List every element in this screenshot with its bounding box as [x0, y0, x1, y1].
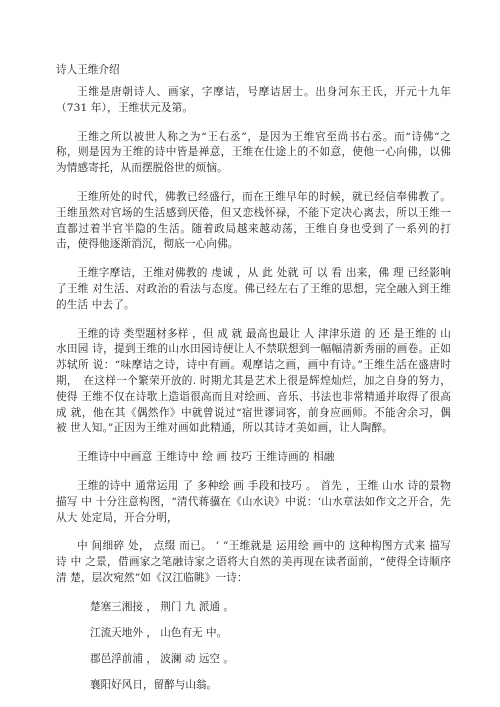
paragraph-composition-cont: 中 间细碎 处， 点缀 而已。 ’ ”王维就是 运用绘 画中的 这种构图方式来 描写 诗 中 之景，借画家之笔融诗家之语将大自然的美再现在读者面前，“使得全诗顺序清 楚，层次宛然”如《汉江临眺》一诗：	[56, 540, 451, 584]
paragraph-landscape-poetry: 王维的诗 类型题材多样 ，但 成 就 最高也最让 人 津津乐道 的 还 是王维的 山水田园 诗，提到王维的山水田园诗便让人不禁联想到一幅幅清新秀丽的画卷。正如苏轼所 说：“味摩诘之诗，诗中有画。观摩诘之画，画中有诗。”王维生活在盛唐时期， 在这样一个繁荣开放的. 时期尤其是艺术上很是辉煌灿烂，加之自身的努力，使得 王维不仅在诗歌上造诣很高而且对绘画、音乐、书法也非常精通并取得了很高成 就，他在其《偶然作》中就曾说过“宿世谬词客，前身应画师。不能舍余习，偶被 世人知。”正因为王维对画如此精通，所以其诗才美如画，让人陶醉。	[56, 327, 451, 435]
document-title: 诗人王维介绍	[56, 64, 120, 76]
paragraph-intro: 王维是唐朝诗人、画家，字摩诘，号摩诘居士。出身河东王氏，开元十九年（731 年），王维状元及第。	[56, 86, 451, 114]
poem-line: 江流天地外 ， 山色有无 中。	[90, 626, 228, 639]
section-heading: 王维诗中中画意 王维诗中 绘 画 技巧 王维诗画的 相融	[77, 451, 335, 464]
paragraph-title-origin: 王维之所以被世人称之为“王右丞”，是因为王维官至尚书右丞。而“诗佛”之称，则是因为王维的诗中皆是禅意，王维在仕途上的不如意，使他一心向佛，以佛为情感寄托，从而摆脱俗世的烦恼。	[56, 130, 451, 175]
poem-line: 郡邑浮前浦 ， 波澜 动 远空 。	[90, 652, 234, 665]
poem-line: 襄阳好风日，留醉与山翁。	[90, 678, 218, 691]
paragraph-mojie: 王维字摩诘，王维对佛教的 虔诚 ，从 此 处就 可 以 看 出来，佛 理 已经影响 了王维 对生活、对政治的看法与态度。佛已经左右了王维的思想，完全融入到王维的生活 中去了。	[56, 267, 451, 311]
paragraph-buddhism-era: 王维所处的时代，佛教已经盛行，而在王维早年的时候，就已经信奉佛教了。王维虽然对官场的生活感到厌倦，但又恋栈怀禄，不能下定决心离去，所以王维一直都过着半官半隐的生活。随着政局越来越动荡，王维自身也受到了一系列的打击，使得他逐渐消沉，彻底一心向佛。	[56, 190, 451, 251]
paragraph-composition: 王维的诗中 通常运用 了 多种绘 画 手段和技巧 。 首先 ，王维 山水 诗的景物描写 中 十分注意构图，“清代蒋骥在《山水诀》中说：‘山水章法如作文之开合，先从大 处定局，开合分明，	[56, 479, 451, 524]
poem-line: 楚塞三湘接 ， 荆门 九 派通 。	[90, 600, 234, 613]
